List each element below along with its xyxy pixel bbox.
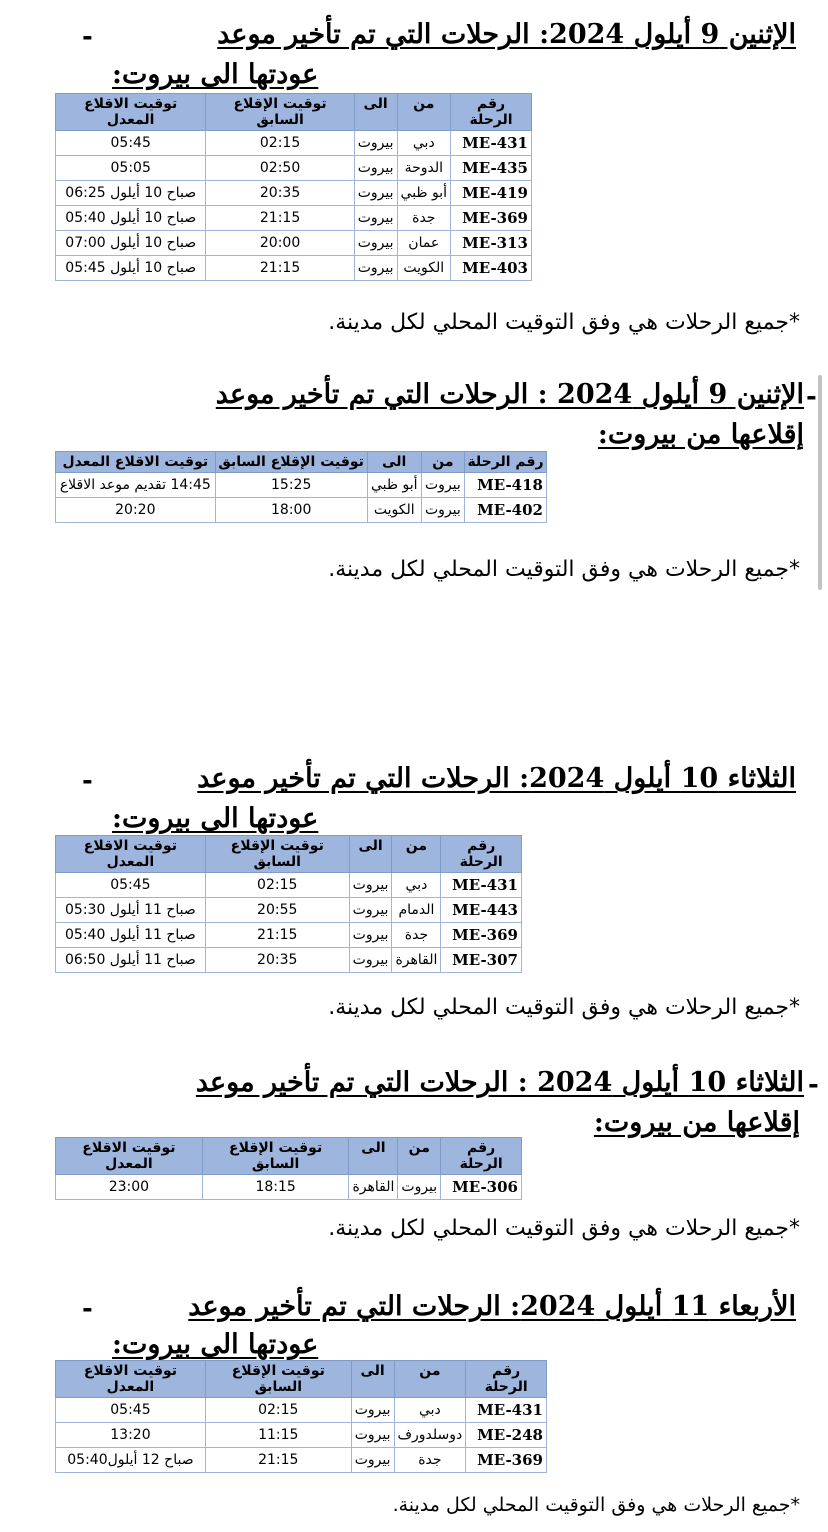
- destination-city: بيروت: [349, 873, 392, 898]
- revised-time-header: توقيت الاقلاع المعدل: [56, 836, 206, 873]
- flight-number: ME-435: [451, 156, 532, 181]
- origin-header: من: [398, 1138, 441, 1175]
- table-row: [56, 923, 522, 948]
- revised-departure-time: صباح 10 أيلول 05:40: [56, 206, 206, 231]
- revised-departure-time: صباح 12 أيلول05:40: [56, 1448, 206, 1473]
- flights-table: [55, 1360, 547, 1473]
- previous-departure-time: 02:50: [206, 156, 354, 181]
- flight-number: ME-369: [466, 1448, 547, 1473]
- table-header-row: [56, 1138, 522, 1175]
- table-row: [56, 206, 532, 231]
- destination-header: الى: [349, 1138, 398, 1175]
- flight-number: ME-313: [451, 231, 532, 256]
- previous-departure-time: 20:35: [205, 948, 349, 973]
- origin-header: من: [397, 94, 451, 131]
- table-row: [56, 1175, 522, 1200]
- section-title: الثلاثاء 10 أيلول 2024 : الرحلات التي تم تأخير موعد: [195, 1067, 804, 1098]
- table-row: [56, 181, 532, 206]
- table-row: [56, 131, 532, 156]
- destination-header: الى: [367, 452, 421, 473]
- destination-city: بيروت: [354, 231, 397, 256]
- revised-time-header: توقيت الاقلاع المعدل: [56, 452, 216, 473]
- revised-departure-time: 05:45: [56, 873, 206, 898]
- previous-time-header: توقيت الإقلاع السابق: [206, 94, 354, 131]
- destination-city: بيروت: [354, 256, 397, 281]
- destination-city: بيروت: [349, 898, 392, 923]
- origin-city: دبي: [392, 873, 441, 898]
- flights-table: [55, 451, 547, 523]
- flight-number: ME-369: [441, 923, 522, 948]
- table-row: [56, 1448, 547, 1473]
- table-row: [56, 256, 532, 281]
- flight-number: ME-431: [441, 873, 522, 898]
- previous-departure-time: 21:15: [206, 256, 354, 281]
- revised-departure-time: 05:05: [56, 156, 206, 181]
- revised-departure-time: 20:20: [56, 498, 216, 523]
- table-row: [56, 498, 547, 523]
- previous-departure-time: 20:00: [206, 231, 354, 256]
- revised-departure-time: صباح 10 أيلول 05:45: [56, 256, 206, 281]
- destination-city: بيروت: [349, 948, 392, 973]
- dash-marker: -: [806, 382, 817, 412]
- destination-city: بيروت: [354, 131, 397, 156]
- flight-number-header: رقم الرحلة: [451, 94, 532, 131]
- flight-number: ME-431: [466, 1398, 547, 1423]
- table-row: [56, 231, 532, 256]
- origin-city: بيروت: [421, 473, 464, 498]
- previous-time-header: توقيت الإقلاع السابق: [202, 1138, 349, 1175]
- table-header-row: [56, 94, 532, 131]
- origin-city: القاهرة: [392, 948, 441, 973]
- revised-departure-time: 05:45: [56, 131, 206, 156]
- table-row: [56, 1423, 547, 1448]
- table-row: [56, 948, 522, 973]
- revised-time-header: توقيت الاقلاع المعدل: [56, 94, 206, 131]
- revised-departure-time: صباح 10 أيلول 07:00: [56, 231, 206, 256]
- flight-number: ME-419: [451, 181, 532, 206]
- table-header-row: [56, 836, 522, 873]
- dash-marker: -: [82, 1294, 93, 1324]
- flights-table: [55, 93, 532, 281]
- destination-city: بيروت: [354, 206, 397, 231]
- previous-departure-time: 21:15: [206, 206, 354, 231]
- previous-departure-time: 18:15: [202, 1175, 349, 1200]
- origin-header: من: [421, 452, 464, 473]
- destination-city: الكويت: [367, 498, 421, 523]
- previous-departure-time: 11:15: [205, 1423, 351, 1448]
- revised-departure-time: صباح 11 أيلول 06:50: [56, 948, 206, 973]
- previous-departure-time: 02:15: [205, 873, 349, 898]
- previous-departure-time: 21:15: [205, 1448, 351, 1473]
- timezone-note: *جميع الرحلات هي وفق التوقيت المحلي لكل مدينة.: [328, 995, 800, 1020]
- timezone-note: *جميع الرحلات هي وفق التوقيت المحلي لكل مدينة.: [328, 557, 800, 582]
- previous-departure-time: 02:15: [206, 131, 354, 156]
- origin-city: الدمام: [392, 898, 441, 923]
- flight-number: ME-443: [441, 898, 522, 923]
- origin-city: أبو ظبي: [397, 181, 451, 206]
- table-row: [56, 156, 532, 181]
- origin-header: من: [394, 1361, 466, 1398]
- previous-time-header: توقيت الإقلاع السابق: [205, 1361, 351, 1398]
- table-row: [56, 473, 547, 498]
- previous-departure-time: 21:15: [205, 923, 349, 948]
- origin-city: بيروت: [398, 1175, 441, 1200]
- destination-header: الى: [351, 1361, 394, 1398]
- section-subtitle: إقلاعها من بيروت:: [597, 419, 804, 450]
- dash-marker: -: [82, 766, 93, 796]
- section-subtitle: عودتها الى بيروت:: [112, 803, 319, 834]
- previous-departure-time: 20:55: [205, 898, 349, 923]
- destination-header: الى: [354, 94, 397, 131]
- table-header-row: [56, 1361, 547, 1398]
- flight-number: ME-307: [441, 948, 522, 973]
- previous-departure-time: 15:25: [215, 473, 367, 498]
- revised-departure-time: 13:20: [56, 1423, 206, 1448]
- section-title: الأربعاء 11 أيلول 2024: الرحلات التي تم تأخير موعد: [188, 1291, 796, 1322]
- flight-number: ME-402: [465, 498, 547, 523]
- origin-city: دوسلدورف: [394, 1423, 466, 1448]
- flight-number-header: رقم الرحلة: [465, 452, 547, 473]
- origin-city: جدة: [392, 923, 441, 948]
- timezone-note: *جميع الرحلات هي وفق التوقيت المحلي لكل مدينة.: [392, 1494, 800, 1516]
- previous-departure-time: 02:15: [205, 1398, 351, 1423]
- section-title: الإثنين 9 أيلول 2024 : الرحلات التي تم تأخير موعد: [215, 379, 804, 410]
- timezone-note: *جميع الرحلات هي وفق التوقيت المحلي لكل مدينة.: [328, 310, 800, 335]
- section-title: الثلاثاء 10 أيلول 2024: الرحلات التي تم تأخير موعد: [197, 763, 796, 794]
- dash-marker: -: [82, 22, 93, 52]
- section-subtitle: إقلاعها من بيروت:: [593, 1107, 800, 1138]
- destination-city: بيروت: [354, 156, 397, 181]
- revised-time-header: توقيت الاقلاع المعدل: [56, 1138, 203, 1175]
- origin-city: عمان: [397, 231, 451, 256]
- flight-number: ME-403: [451, 256, 532, 281]
- revised-departure-time: 23:00: [56, 1175, 203, 1200]
- revised-departure-time: صباح 11 أيلول 05:40: [56, 923, 206, 948]
- destination-city: أبو ظبي: [367, 473, 421, 498]
- origin-city: دبي: [397, 131, 451, 156]
- revised-time-header: توقيت الاقلاع المعدل: [56, 1361, 206, 1398]
- origin-header: من: [392, 836, 441, 873]
- flight-number: ME-418: [465, 473, 547, 498]
- dash-marker: -: [808, 1070, 819, 1100]
- flight-number-header: رقم الرحلة: [441, 836, 522, 873]
- destination-city: بيروت: [354, 181, 397, 206]
- previous-departure-time: 18:00: [215, 498, 367, 523]
- destination-city: بيروت: [349, 923, 392, 948]
- destination-city: بيروت: [351, 1398, 394, 1423]
- flights-table: [55, 1137, 522, 1200]
- table-row: [56, 1398, 547, 1423]
- destination-city: بيروت: [351, 1448, 394, 1473]
- revised-departure-time: 05:45: [56, 1398, 206, 1423]
- section-subtitle: عودتها الى بيروت:: [112, 59, 319, 90]
- flight-number: ME-431: [451, 131, 532, 156]
- destination-city: بيروت: [351, 1423, 394, 1448]
- flights-table: [55, 835, 522, 973]
- origin-city: الدوحة: [397, 156, 451, 181]
- revised-departure-time: صباح 11 أيلول 05:30: [56, 898, 206, 923]
- origin-city: جدة: [397, 206, 451, 231]
- flight-number: ME-369: [451, 206, 532, 231]
- revised-departure-time: صباح 10 أيلول 06:25: [56, 181, 206, 206]
- previous-time-header: توقيت الإقلاع السابق: [215, 452, 367, 473]
- table-row: [56, 873, 522, 898]
- table-row: [56, 898, 522, 923]
- section-title: الإثنين 9 أيلول 2024: الرحلات التي تم تأخير موعد: [217, 19, 796, 50]
- revised-departure-time: 14:45 تقديم موعد الاقلاع: [56, 473, 216, 498]
- origin-city: الكويت: [397, 256, 451, 281]
- flight-number-header: رقم الرحلة: [441, 1138, 522, 1175]
- scrollbar[interactable]: [818, 375, 822, 590]
- origin-city: جدة: [394, 1448, 466, 1473]
- section-subtitle: عودتها الى بيروت:: [112, 1329, 319, 1360]
- flight-number: ME-248: [466, 1423, 547, 1448]
- destination-city: القاهرة: [349, 1175, 398, 1200]
- flight-number: ME-306: [441, 1175, 522, 1200]
- origin-city: دبي: [394, 1398, 466, 1423]
- previous-departure-time: 20:35: [206, 181, 354, 206]
- origin-city: بيروت: [421, 498, 464, 523]
- timezone-note: *جميع الرحلات هي وفق التوقيت المحلي لكل مدينة.: [328, 1216, 800, 1241]
- flight-number-header: رقم الرحلة: [466, 1361, 547, 1398]
- table-header-row: [56, 452, 547, 473]
- destination-header: الى: [349, 836, 392, 873]
- previous-time-header: توقيت الإقلاع السابق: [205, 836, 349, 873]
